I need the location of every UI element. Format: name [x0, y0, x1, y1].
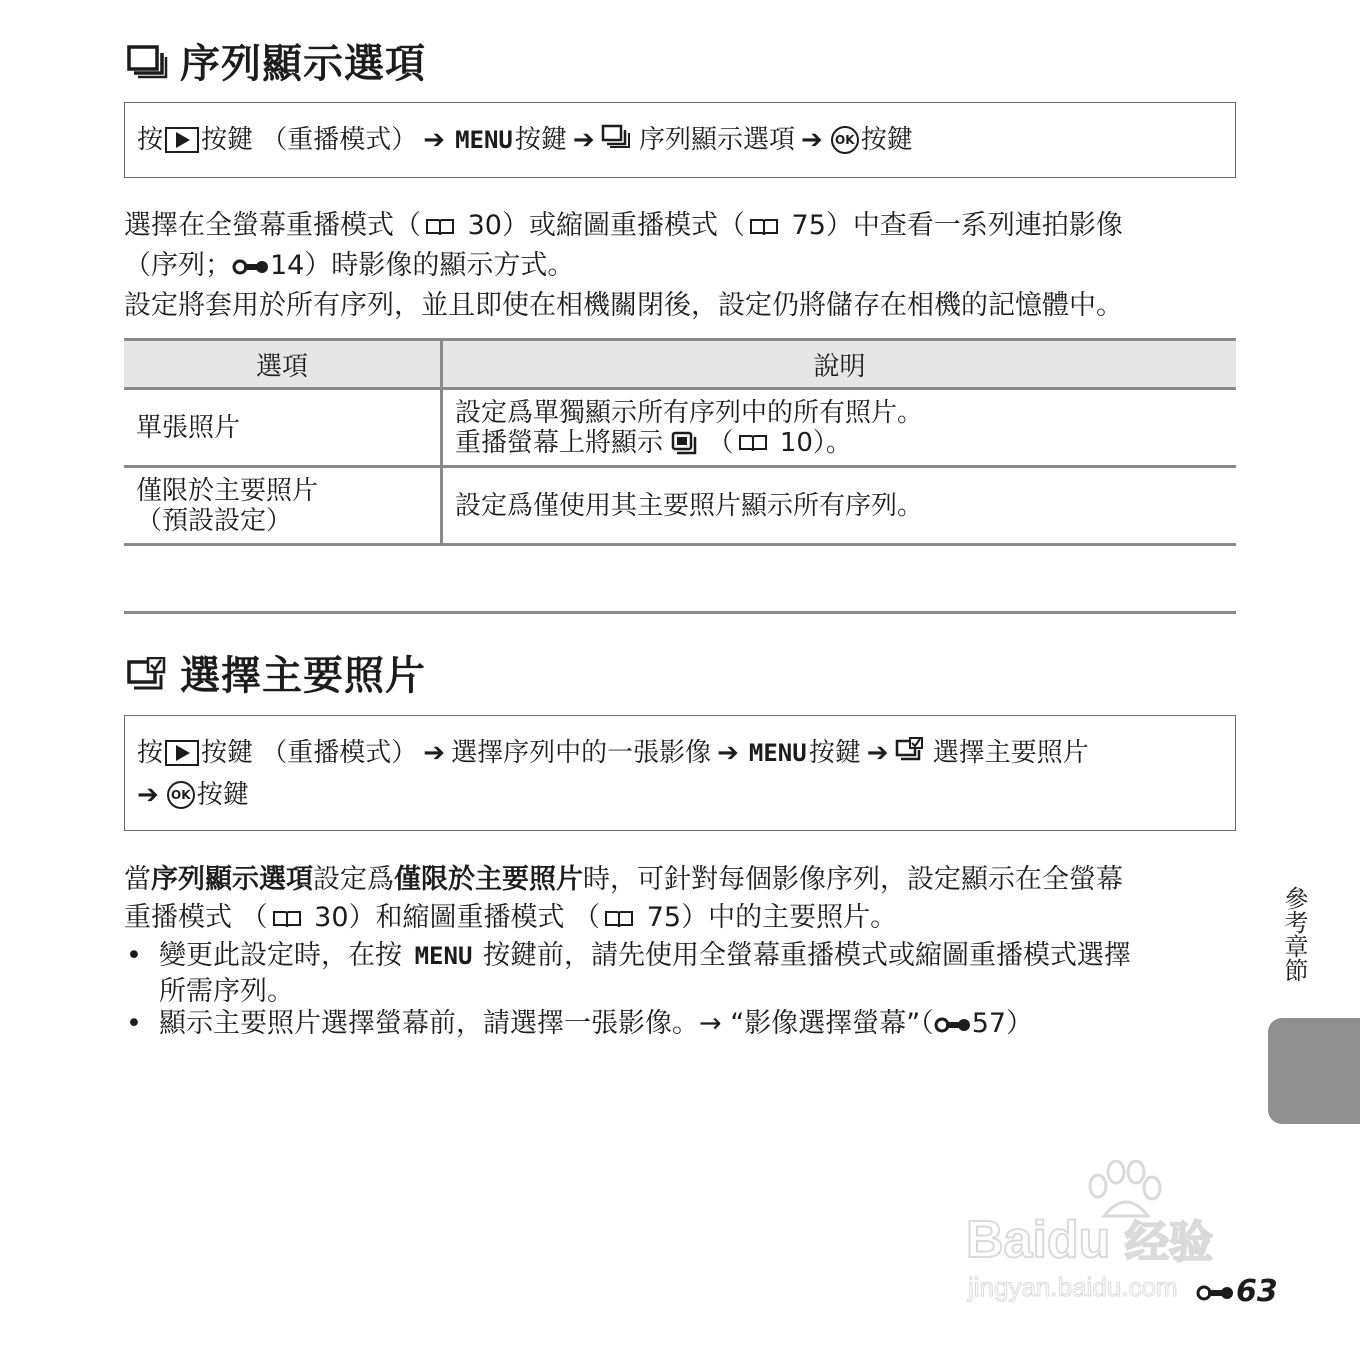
nav-item-text: 選擇主要照片 [932, 737, 1089, 768]
reference-section-icon [934, 1016, 972, 1034]
option-description: 設定爲僅使用其主要照片顯示所有序列。 [442, 467, 1237, 545]
bullet-text-part: 變更此設定時，在按 [159, 940, 402, 971]
description-line [455, 428, 1224, 458]
bullet-text-part: 顯示主要照片選擇螢幕前，請選擇一張影像。→ “影像選擇螢幕”（ [159, 1008, 934, 1039]
sequence-icon [601, 124, 631, 156]
ok-button-icon: OK [167, 781, 195, 809]
section1-description-line1 [124, 206, 1123, 246]
paragraph-text: 設定爲 [313, 864, 394, 895]
nav-playback-key-text: 按鍵 （重播模式） [201, 124, 418, 155]
section2-title-text: 選擇主要照片 [180, 653, 426, 699]
section2-title [126, 652, 426, 702]
nav-press-text: 按 [137, 737, 164, 768]
menu-key-text: MENU [414, 942, 473, 970]
bullet-dot-icon: • [126, 940, 142, 971]
arrow-right-icon: ➔ [800, 124, 823, 155]
arrow-right-icon: ➔ [423, 737, 446, 768]
watermark-url: jingyan.baidu.com [968, 1272, 1178, 1302]
desc-text: （序列； [124, 250, 232, 281]
section1-description-line3: 設定將套用於所有序列，並且即使在相機關閉後，設定仍將儲存在相機的記憶體中。 [124, 290, 1123, 321]
option-name-line: （預設設定） [136, 505, 293, 536]
paragraph-text: 當 [124, 864, 151, 895]
desc-text: 75）中查看一系列連拍影像 [782, 210, 1123, 241]
book-reference-icon [425, 217, 455, 237]
choose-key-picture-icon [895, 737, 925, 769]
section2-paragraph-line1 [124, 860, 1123, 900]
bullet-text-continuation: 所需序列。 [159, 976, 294, 1007]
nav-ok-key-text: 按鍵 [860, 124, 913, 155]
watermark-brand-text: Baidu [966, 1211, 1111, 1269]
option-name: 單張照片 [124, 389, 442, 467]
bullet-text-part: 57） [971, 1008, 1034, 1039]
section-divider [124, 611, 1236, 614]
desc-text: 30）或縮圖重播模式（ [459, 210, 745, 241]
paragraph-text: 30）和縮圖重播模式 （ [305, 902, 601, 933]
section1-description-line2 [124, 246, 574, 286]
bullet-text-part: 按鍵前，請先使用全螢幕重播模式或縮圖重播模式選擇 [482, 940, 1131, 971]
watermark-brand [966, 1206, 1213, 1270]
arrow-right-icon: ➔ [137, 779, 159, 810]
section2-navigation-box [124, 715, 1236, 831]
options-table [124, 338, 1236, 546]
nav-press-text: 按 [137, 124, 164, 155]
sequence-playback-icon [671, 431, 699, 455]
nav-item-text: 序列顯示選項 [638, 124, 795, 155]
sequence-icon [126, 42, 170, 90]
section1-nav-path [137, 123, 913, 156]
nav-select-text: 選擇序列中的一張影像 [451, 737, 712, 768]
arrow-right-icon: ➔ [423, 124, 446, 155]
section2-nav-path-line1 [137, 736, 1089, 769]
option-description [442, 389, 1237, 467]
paragraph-text: 時，可針對每個影像序列，設定顯示在全螢幕 [583, 864, 1123, 895]
playback-button-icon [165, 740, 199, 766]
section2-nav-path-line2 [137, 778, 249, 811]
bullet-dot-icon: • [126, 1008, 142, 1039]
table-header-option: 選項 [124, 340, 442, 389]
nav-key-text: 按鍵 [808, 737, 861, 768]
table-header-row [124, 340, 1236, 389]
reference-section-icon [232, 258, 270, 276]
option-name [124, 467, 442, 545]
reference-section-icon [1196, 1283, 1236, 1303]
paragraph-bold-text: 序列顯示選項 [151, 864, 313, 895]
bullet-item [126, 938, 1131, 1010]
book-reference-icon [738, 433, 768, 453]
book-reference-icon [604, 909, 634, 929]
paragraph-text: 重播模式 （ [124, 902, 268, 933]
section1-navigation-box [124, 102, 1236, 178]
paragraph-text: 75）中的主要照片。 [638, 902, 898, 933]
page-number [1196, 1274, 1278, 1309]
section1-title-text: 序列顯示選項 [180, 41, 426, 87]
arrow-right-icon: ➔ [717, 737, 739, 768]
desc-text: 選擇在全螢幕重播模式（ [124, 210, 421, 241]
menu-key-text: MENU [455, 125, 513, 154]
description-text: 重播螢幕上將顯示 [455, 427, 664, 458]
arrow-right-icon: ➔ [866, 737, 889, 768]
bullet-text [159, 938, 1131, 974]
desc-text: 14）時影像的顯示方式。 [270, 250, 575, 281]
table-header-description: 說明 [442, 340, 1237, 389]
description-text: 10）。 [771, 427, 852, 458]
nav-ok-key-text: 按鍵 [196, 779, 249, 810]
bullet-item [126, 1006, 1033, 1042]
paragraph-bold-text: 僅限於主要照片 [394, 864, 583, 895]
table-row [124, 467, 1236, 545]
book-reference-icon [749, 217, 779, 237]
choose-key-picture-icon [126, 654, 170, 702]
description-text: （ [707, 427, 734, 458]
section2-paragraph-line2 [124, 898, 897, 938]
ok-button-icon: OK [831, 126, 859, 154]
chapter-tab[interactable] [1268, 1018, 1360, 1124]
table-row [124, 389, 1236, 467]
nav-playback-key-text: 按鍵 （重播模式） [201, 737, 418, 768]
section1-title [126, 40, 426, 90]
description-line: 設定爲單獨顯示所有序列中的所有照片。 [455, 397, 924, 428]
option-name-line: 僅限於主要照片 [136, 475, 319, 506]
book-reference-icon [272, 909, 302, 929]
watermark-product-text: 经验 [1124, 1218, 1213, 1267]
chapter-side-label: 參考章節 [1280, 886, 1308, 982]
nav-key-text: 按鍵 [514, 124, 567, 155]
bullet-text [159, 1006, 1033, 1042]
menu-key-text: MENU [748, 738, 807, 767]
page-number-text: 63 [1236, 1274, 1278, 1309]
arrow-right-icon: ➔ [572, 124, 595, 155]
playback-button-icon [165, 127, 199, 153]
